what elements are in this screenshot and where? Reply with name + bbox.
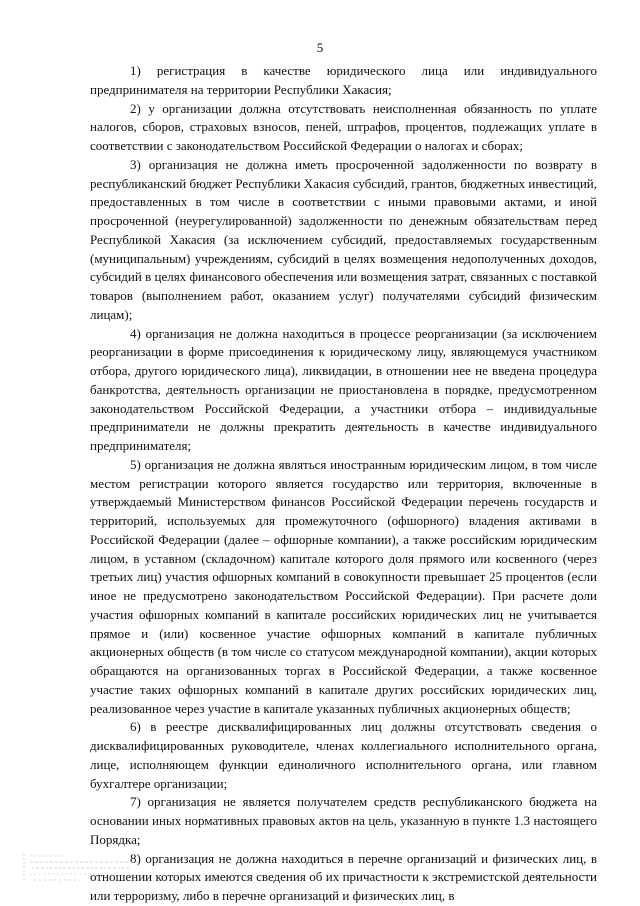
paragraph-2: 2) у организации должна отсутствовать неисполненная обязанность по уплате налогов, сборов, страховых взносов, пеней, штрафов, процентов, подлежащих уплате в соответствии с законодательством Российской Федерации о налогах и сборах; xyxy=(90,100,597,153)
electronic-signature-stamp xyxy=(20,848,160,888)
paragraph-6: 6) в реестре дисквалифицированных лиц должны отсутствовать сведения о дисквалифицированных руководителе, членах коллегиального исполнительного органа, лице, исполняющем функции единоличного исполнительного органа, или главном бухгалтере организации; xyxy=(90,719,597,791)
document-body xyxy=(90,62,597,906)
paragraph-7: 7) организация не является получателем средств республиканского бюджета на основании иных нормативных правовых актов на цель, указанную в пункте 1.3 настоящего Порядка; xyxy=(90,794,597,847)
paragraph-3: 3) организация не должна иметь просроченной задолженности по возврату в республиканский бюджет Республики Хакасия субсидий, грантов, бюджетных инвестиций, предоставленных в том числе в соответствии с иными правовыми актами, и иной просроченной (неурегулированной) задолженности по денежным обязательствам перед Республикой Хакасия (за исключением субсидий, предоставляемых государственным (муниципальным) учреждениям, субсидий в целях возмещения недополученных доходов, субсидий в целях финансового обеспечения или возмещения затрат, связанных с поставкой товаров (выполнением работ, оказанием услуг) получателями субсидий физическим лицам); xyxy=(90,156,597,322)
paragraph-4: 4) организация не должна находиться в процессе реорганизации (за исключением реорганизации в форме присоединения к юридическому лицу, являющемуся участником отбора, другого юридического лица), ликвидации, в отношении нее не введена процедура банкротства, деятельность организации не приостановлена в порядке, предусмотренном законодательством Российской Федерации, а участники отбора – индивидуальные предприниматели не должны прекратить деятельность в качестве индивидуального предпринимателя; xyxy=(90,325,597,453)
page-number: 5 xyxy=(316,40,324,55)
paragraph-1: 1) регистрация в качестве юридического лица или индивидуального предпринимателя на территории Республики Хакасия; xyxy=(90,63,597,97)
paragraph-8: 8) организация не должна находиться в перечне организаций и физических лиц, в отношении которых имеются сведения об их причастности к экстремистской деятельности или терроризму, либо в перечне организаций и физических лиц, в xyxy=(90,850,597,903)
paragraph-5: 5) организация не должна являться иностранным юридическим лицом, в том числе местом регистрации которого является государство или территория, включенные в утверждаемый Министерством финансов Российской Федерации перечень государств и территорий, используемых для промежуточного (офшорного) владения активами в Российской Федерации (далее – офшорные компании), а также российским юридическим лицом, в уставном (складочном) капитале которого доля прямого или косвенного (через третьих лиц) участия офшорных компаний в совокупности превышает 25 процентов (если иное не предусмотрено законодательством Российской Федерации). При расчете доли участия офшорных компаний в капитале российских юридических лиц не учитывается прямое и (или) косвенное участие офшорных компаний в капитале публичных акционерных обществ (в том числе со статусом международной компании), акции которых обращаются на организованных торгах в Российской Федерации, а также косвенное участие таких офшорных компаний в капитале других российских юридических лиц, реализованное через участие в капитале указанных публичных акционерных обществ; xyxy=(90,456,597,716)
